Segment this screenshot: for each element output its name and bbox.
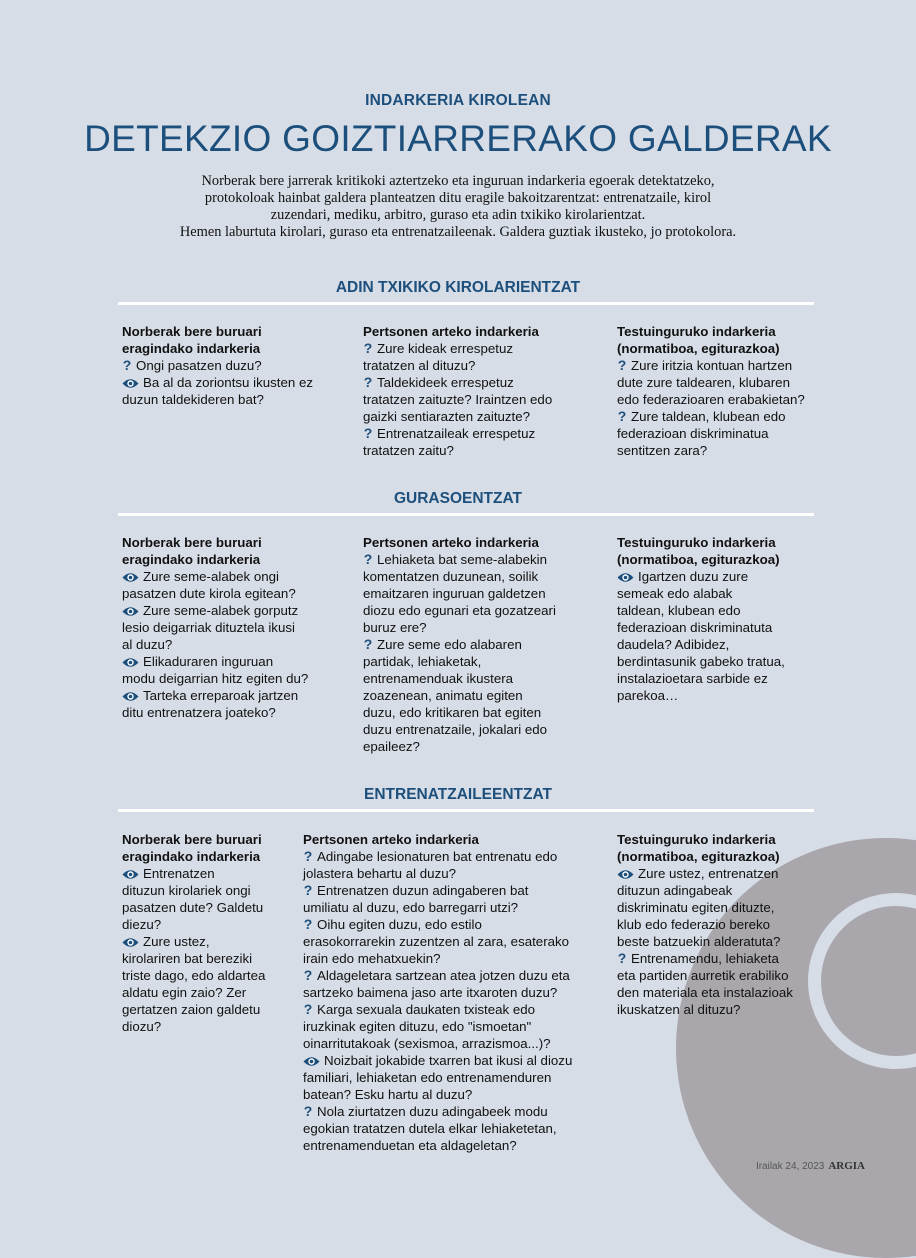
question-item: [303, 1052, 603, 1103]
question-text: Ba al da zoriontsu ikusten ez: [143, 375, 314, 390]
kicker: INDARKERIA KIROLEAN: [365, 92, 551, 109]
question-item: [303, 1001, 603, 1052]
question-item: [617, 865, 827, 950]
eye-icon: [122, 572, 139, 583]
column-heading: [122, 323, 347, 357]
question-item: [363, 636, 593, 755]
question-text: Tarteka erreparoak jartzen: [143, 688, 299, 703]
question-mark-icon: ?: [363, 374, 373, 390]
question-item: [363, 425, 593, 459]
column-pertsonen: [363, 323, 593, 459]
question-text: tratatzen zaituzte? Iraintzen edo: [363, 392, 553, 407]
column-norberak: [122, 534, 352, 721]
question-text: Zure seme-alabek ongi: [143, 569, 279, 584]
column-heading-line: Norberak bere buruari: [122, 832, 262, 847]
question-text: dute zure taldearen, klubaren: [617, 375, 790, 390]
question-mark-icon: ?: [303, 882, 313, 898]
question-item: [617, 568, 827, 704]
question-text: edo federazioaren erabakietan?: [617, 392, 805, 407]
question-mark-icon: ?: [122, 357, 132, 373]
question-text: pasatzen dute kirola egitean?: [122, 586, 296, 601]
question-text: entrenamenduak ikustera: [363, 671, 514, 686]
question-text: Igartzen duzu zure: [638, 569, 749, 584]
question-text: emaitzaren inguruan galdetzen: [363, 586, 546, 601]
question-text: parekoa…: [617, 688, 679, 703]
column-heading-line: Pertsonen arteko indarkeria: [363, 324, 539, 339]
column-heading: [303, 831, 603, 848]
intro-line: zuzendari, mediku, arbitro, guraso eta adin txikiko kirolarientzat.: [270, 207, 646, 223]
question-text: Zure seme edo alabaren: [377, 637, 522, 652]
column-heading-line: eragindako indarkeria: [122, 341, 261, 356]
question-text: entrenamenduetan eta aldageletan?: [303, 1138, 517, 1153]
brand-logo: ARGIA: [828, 1160, 865, 1172]
question-text: taldean, klubean edo: [617, 603, 741, 618]
question-item: [617, 950, 827, 1018]
question-text: Noizbait jokabide txarren bat ikusi al diozu: [324, 1053, 573, 1068]
question-item: [122, 933, 292, 1035]
question-mark-icon: ?: [363, 425, 373, 441]
section-divider: [118, 809, 814, 812]
question-text: epaileez?: [363, 739, 420, 754]
question-item: [122, 865, 292, 933]
eye-icon: [122, 606, 139, 617]
question-text: umiliatu al duzu, edo barregarri utzi?: [303, 900, 519, 915]
question-item: [303, 882, 603, 916]
column-heading: [363, 534, 593, 551]
question-text: den materiala eta instalazioak: [617, 985, 793, 1000]
column-heading-line: Testuinguruko indarkeria: [617, 324, 776, 339]
question-text: sentitzen zara?: [617, 443, 708, 458]
question-text: Taldekideek errespetuz: [377, 375, 514, 390]
question-text: Entrenatzen duzun adingaberen bat: [317, 883, 529, 898]
intro-text: [120, 173, 796, 241]
question-text: dituzun kirolariek ongi: [122, 883, 251, 898]
eye-icon: [122, 691, 139, 702]
question-text: iruzkinak egiten dituzu, edo "ismoetan": [303, 1019, 532, 1034]
column-heading: [122, 534, 352, 568]
question-text: daudela? Adibidez,: [617, 637, 730, 652]
question-text: Aldageletara sartzean atea jotzen duzu eta: [317, 968, 570, 983]
question-text: Entrenatzen: [143, 866, 215, 881]
question-mark-icon: ?: [303, 967, 313, 983]
section-title-entrenatzaileentzat: ENTRENATZAILEENTZAT: [364, 786, 552, 803]
question-text: Ongi pasatzen duzu?: [136, 358, 262, 373]
question-text: diezu?: [122, 917, 162, 932]
question-text: zoazenean, animatu egiten: [363, 688, 523, 703]
question-item: [617, 408, 827, 459]
column-norberak: [122, 831, 292, 1035]
question-text: ikuskatzen al dituzu?: [617, 1002, 741, 1017]
question-text: lesio deigarriak dituztela ikusi: [122, 620, 295, 635]
column-heading-line: eragindako indarkeria: [122, 849, 261, 864]
question-text: instalazioetara sarbide ez: [617, 671, 768, 686]
column-heading: [617, 831, 827, 865]
question-text: egokian tratatzen dutela elkar lehiaketetan,: [303, 1121, 557, 1136]
publication-date: Irailak 24, 2023: [755, 1161, 825, 1172]
column-heading-line: (normatiboa, egiturazkoa): [617, 341, 780, 356]
question-item: [303, 967, 603, 1001]
question-text: modu deigarrian hitz egiten du?: [122, 671, 309, 686]
page-title: DETEKZIO GOIZTIARRERAKO GALDERAK: [84, 118, 832, 159]
question-item: [122, 687, 352, 721]
question-mark-icon: ?: [363, 636, 373, 652]
question-text: Zure iritzia kontuan hartzen: [631, 358, 793, 373]
column-heading-line: Norberak bere buruari: [122, 324, 262, 339]
column-testuinguruko: [617, 323, 827, 459]
question-text: buruz ere?: [363, 620, 427, 635]
section-divider: [118, 513, 814, 516]
question-item: [303, 848, 603, 882]
section-divider: [118, 302, 814, 305]
question-text: Zure taldean, klubean edo: [631, 409, 786, 424]
column-heading: [363, 323, 593, 340]
question-text: Zure ustez,: [143, 934, 210, 949]
eye-icon: [122, 657, 139, 668]
eye-icon: [303, 1056, 320, 1067]
intro-line: Hemen laburtuta kirolari, guraso eta entrenatzaileenak. Galdera guztiak ikusteko, jo protokolora.: [179, 224, 737, 240]
question-text: kirolariren bat bereziki: [122, 951, 253, 966]
question-text: Nola ziurtatzen duzu adingabeek modu: [317, 1104, 548, 1119]
question-text: klub edo federazio bereko: [617, 917, 771, 932]
question-text: duzun taldekideren bat?: [122, 392, 264, 407]
column-pertsonen: [303, 831, 603, 1154]
question-mark-icon: ?: [303, 1103, 313, 1119]
column-pertsonen: [363, 534, 593, 755]
eye-icon: [122, 937, 139, 948]
question-item: [303, 1103, 603, 1154]
question-mark-icon: ?: [363, 551, 373, 567]
question-item: [617, 357, 827, 408]
column-heading-line: Testuinguruko indarkeria: [617, 535, 776, 550]
column-heading-line: Testuinguruko indarkeria: [617, 832, 776, 847]
eye-icon: [122, 378, 139, 389]
column-heading-line: (normatiboa, egiturazkoa): [617, 849, 780, 864]
eye-icon: [617, 572, 634, 583]
question-text: aldatu egin zaio? Zer: [122, 985, 247, 1000]
question-text: federazioan diskriminatuta: [617, 620, 773, 635]
question-text: gertatzen zaion galdetu: [122, 1002, 261, 1017]
question-item: [363, 551, 593, 636]
question-text: erasokorrarekin zuzentzen al zara, esaterako: [303, 934, 570, 949]
question-text: Elikaduraren inguruan: [143, 654, 274, 669]
question-item: [122, 374, 347, 408]
question-text: gaizki sentiarazten zaituzte?: [363, 409, 531, 424]
section-title-adin-txikiko: ADIN TXIKIKO KIROLARIENTZAT: [335, 279, 581, 296]
question-mark-icon: ?: [363, 340, 373, 356]
question-text: Karga sexuala daukaten txisteak edo: [317, 1002, 536, 1017]
column-heading: [122, 831, 292, 865]
question-text: Adingabe lesionaturen bat entrenatu edo: [317, 849, 558, 864]
question-text: diozu?: [122, 1019, 162, 1034]
eye-icon: [122, 869, 139, 880]
question-item: [363, 374, 593, 425]
column-heading-line: (normatiboa, egiturazkoa): [617, 552, 780, 567]
question-text: Entrenamendu, lehiaketa: [631, 951, 779, 966]
question-text: al duzu?: [122, 637, 173, 652]
question-item: [122, 653, 352, 687]
question-text: jolastera behartu al duzu?: [303, 866, 457, 881]
question-item: [122, 602, 352, 653]
question-text: batean? Esku hartu al duzu?: [303, 1087, 473, 1102]
question-mark-icon: ?: [303, 916, 313, 932]
question-text: triste dago, edo aldartea: [122, 968, 266, 983]
column-norberak: [122, 323, 347, 408]
question-text: dituzun adingabeak: [617, 883, 733, 898]
question-text: eta partiden aurretik erabiliko: [617, 968, 789, 983]
question-mark-icon: ?: [303, 848, 313, 864]
question-mark-icon: ?: [617, 950, 627, 966]
question-item: [303, 916, 603, 967]
question-item: [363, 340, 593, 374]
question-item: [122, 568, 352, 602]
question-text: semeak edo alabak: [617, 586, 733, 601]
column-testuinguruko: [617, 831, 827, 1018]
question-text: diozu edo egunari eta gozatzeari: [363, 603, 556, 618]
question-text: komentatzen duzunean, soilik: [363, 569, 539, 584]
question-text: Zure seme-alabek gorputz: [143, 603, 299, 618]
question-text: partidak, lehiaketak,: [363, 654, 482, 669]
column-heading: [617, 323, 827, 357]
question-text: Zure ustez, entrenatzen: [638, 866, 779, 881]
footer: [600, 1160, 865, 1172]
question-mark-icon: ?: [617, 357, 627, 373]
question-text: duzu, edo kritikaren bat egiten: [363, 705, 542, 720]
question-text: tratatzen al dituzu?: [363, 358, 476, 373]
question-text: berdintasunik gabeko tratua,: [617, 654, 785, 669]
column-heading-line: Pertsonen arteko indarkeria: [303, 832, 479, 847]
question-text: Zure kideak errespetuz: [377, 341, 513, 356]
question-text: irain edo mehatxuekin?: [303, 951, 441, 966]
question-mark-icon: ?: [303, 1001, 313, 1017]
question-text: tratatzen zaitu?: [363, 443, 454, 458]
question-text: Entrenatzaileak errespetuz: [377, 426, 536, 441]
question-text: pasatzen dute? Galdetu: [122, 900, 264, 915]
question-text: familiari, lehiaketan edo entrenamenduren: [303, 1070, 552, 1085]
question-text: oinarritutakoak (sexismoa, arrazismoa...)?: [303, 1036, 551, 1051]
column-heading-line: eragindako indarkeria: [122, 552, 261, 567]
question-text: Lehiaketa bat seme-alabekin: [377, 552, 548, 567]
question-item: [122, 357, 347, 374]
question-text: Oihu egiten duzu, edo estilo: [317, 917, 482, 932]
question-text: federazioan diskriminatua: [617, 426, 769, 441]
question-text: ditu entrenatzera joateko?: [122, 705, 276, 720]
column-heading-line: Pertsonen arteko indarkeria: [363, 535, 539, 550]
question-text: diskriminatu egiten dituzte,: [617, 900, 775, 915]
section-title-gurasoentzat: GURASOENTZAT: [393, 490, 522, 507]
question-text: beste batzuekin alderatuta?: [617, 934, 781, 949]
column-heading: [617, 534, 827, 568]
question-mark-icon: ?: [617, 408, 627, 424]
question-text: duzu entrenatzaile, jokalari edo: [363, 722, 548, 737]
column-heading-line: Norberak bere buruari: [122, 535, 262, 550]
intro-line: protokoloak hainbat galdera planteatzen ditu eragile bakoitzarentzat: entrenatzaile, kirol: [204, 190, 712, 206]
eye-icon: [617, 869, 634, 880]
column-testuinguruko: [617, 534, 827, 704]
intro-line: Norberak bere jarrerak kritikoki aztertzeko eta inguruan indarkeria egoerak detektatzeko,: [201, 173, 715, 189]
question-text: sartzeko baimena jaso arte itxaroten duzu?: [303, 985, 558, 1000]
